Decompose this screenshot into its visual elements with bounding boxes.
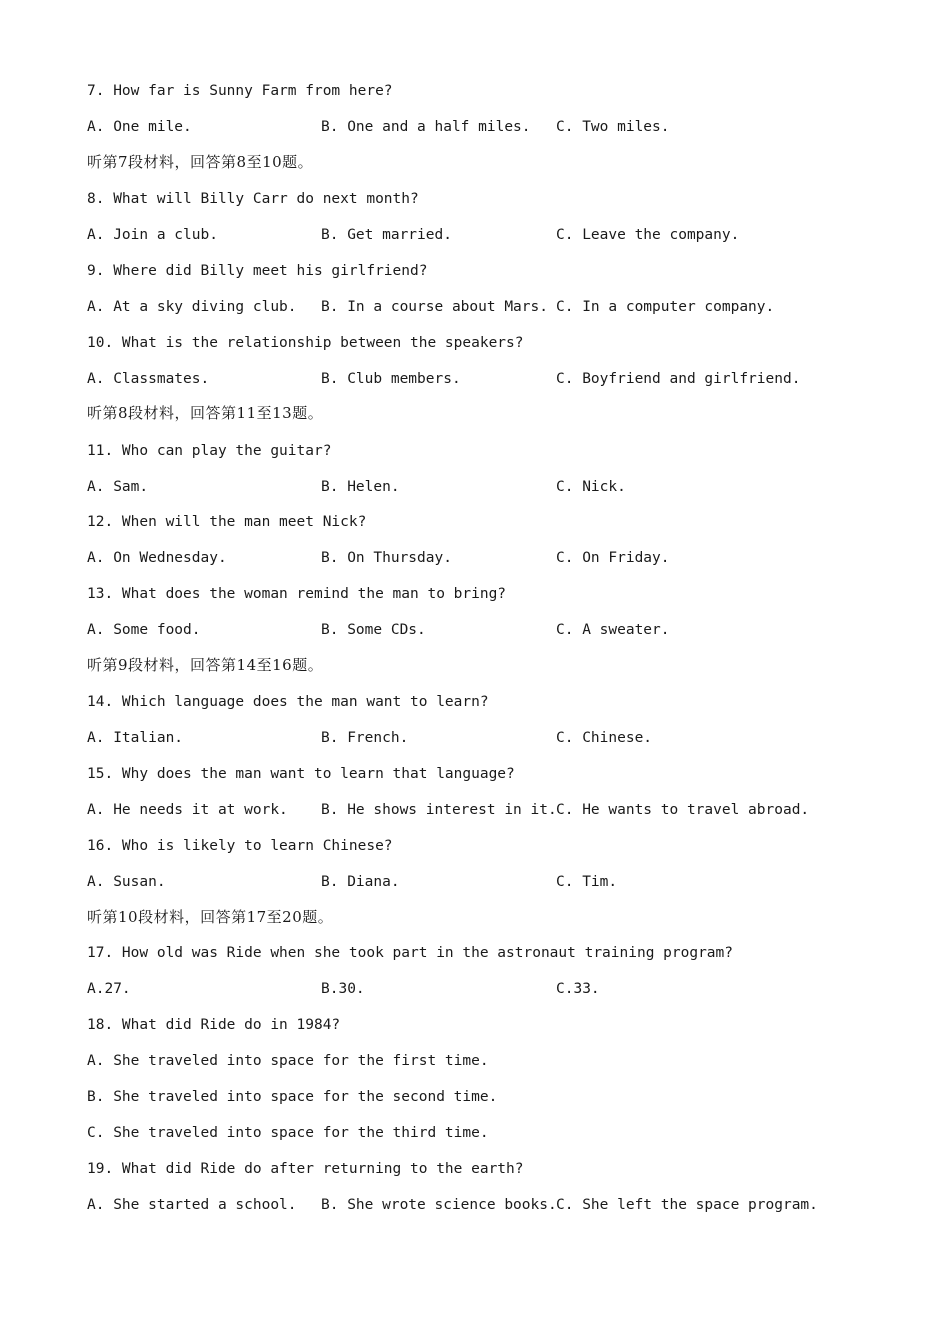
options-14 [87,727,910,749]
option-a: A. Some food. [87,622,201,638]
option-c: C. Two miles. [556,119,670,135]
option-a: A. Italian. [87,730,184,746]
option-b: B. In a course about Mars. [321,299,548,315]
option-a: A. At a sky diving club. [87,299,297,315]
option-c: C. Nick. [556,479,626,495]
option-c: C. Boyfriend and girlfriend. [556,371,801,387]
option-a: A.27. [87,981,131,997]
question-17: 17. How old was Ride when she took part in the astronaut training program? [87,945,734,961]
option-b: B. Get married. [321,227,452,243]
option-c: C. In a computer company. [556,299,775,315]
option-b: B. Diana. [321,874,400,890]
option-b: B. On Thursday. [321,550,452,566]
option-b: B. He shows interest in it. [321,802,557,818]
option-c: C. Chinese. [556,730,653,746]
options-17 [87,978,910,1000]
option-c: C. On Friday. [556,550,670,566]
options-7 [87,116,910,138]
option-a: A. He needs it at work. [87,802,288,818]
options-10 [87,368,910,390]
option-c: C.33. [556,981,600,997]
section-heading-7: 听第7段材料，回答第8至10题。 [87,153,314,171]
option-b: B. Helen. [321,479,400,495]
options-11 [87,476,910,498]
option-b: B.30. [321,981,365,997]
option-a: A. On Wednesday. [87,550,227,566]
question-14: 14. Which language does the man want to learn? [87,694,489,710]
option-b: B. She traveled into space for the second time. [87,1089,498,1105]
option-a: A. She traveled into space for the first time. [87,1053,489,1069]
options-8 [87,224,910,246]
option-b: B. One and a half miles. [321,119,531,135]
option-a: A. One mile. [87,119,192,135]
question-9: 9. Where did Billy meet his girlfriend? [87,263,428,279]
option-a: A. Join a club. [87,227,218,243]
question-13: 13. What does the woman remind the man to bring? [87,586,507,602]
section-heading-9: 听第9段材料，回答第14至16题。 [87,656,324,674]
question-19: 19. What did Ride do after returning to the earth? [87,1161,524,1177]
question-15: 15. Why does the man want to learn that language? [87,766,515,782]
options-12 [87,547,910,569]
option-c: C. A sweater. [556,622,670,638]
option-c: C. He wants to travel abroad. [556,802,810,818]
options-13 [87,619,910,641]
options-9 [87,296,910,318]
options-15 [87,799,910,821]
option-c: C. Tim. [556,874,618,890]
question-18: 18. What did Ride do in 1984? [87,1017,341,1033]
options-19 [87,1194,910,1216]
option-c: C. She traveled into space for the third time. [87,1125,489,1141]
option-c: C. Leave the company. [556,227,740,243]
question-12: 12. When will the man meet Nick? [87,514,367,530]
question-10: 10. What is the relationship between the speakers? [87,335,524,351]
section-heading-10: 听第10段材料，回答第17至20题。 [87,908,334,926]
option-c: C. She left the space program. [556,1197,818,1213]
option-a: A. She started a school. [87,1197,297,1213]
option-a: A. Sam. [87,479,149,495]
option-b: B. She wrote science books. [321,1197,557,1213]
question-7: 7. How far is Sunny Farm from here? [87,83,393,99]
option-b: B. French. [321,730,409,746]
option-a: A. Classmates. [87,371,210,387]
question-8: 8. What will Billy Carr do next month? [87,191,419,207]
option-b: B. Some CDs. [321,622,426,638]
question-16: 16. Who is likely to learn Chinese? [87,838,393,854]
option-a: A. Susan. [87,874,166,890]
question-11: 11. Who can play the guitar? [87,443,332,459]
options-16 [87,871,910,893]
section-heading-8: 听第8段材料，回答第11至13题。 [87,404,324,422]
option-b: B. Club members. [321,371,461,387]
